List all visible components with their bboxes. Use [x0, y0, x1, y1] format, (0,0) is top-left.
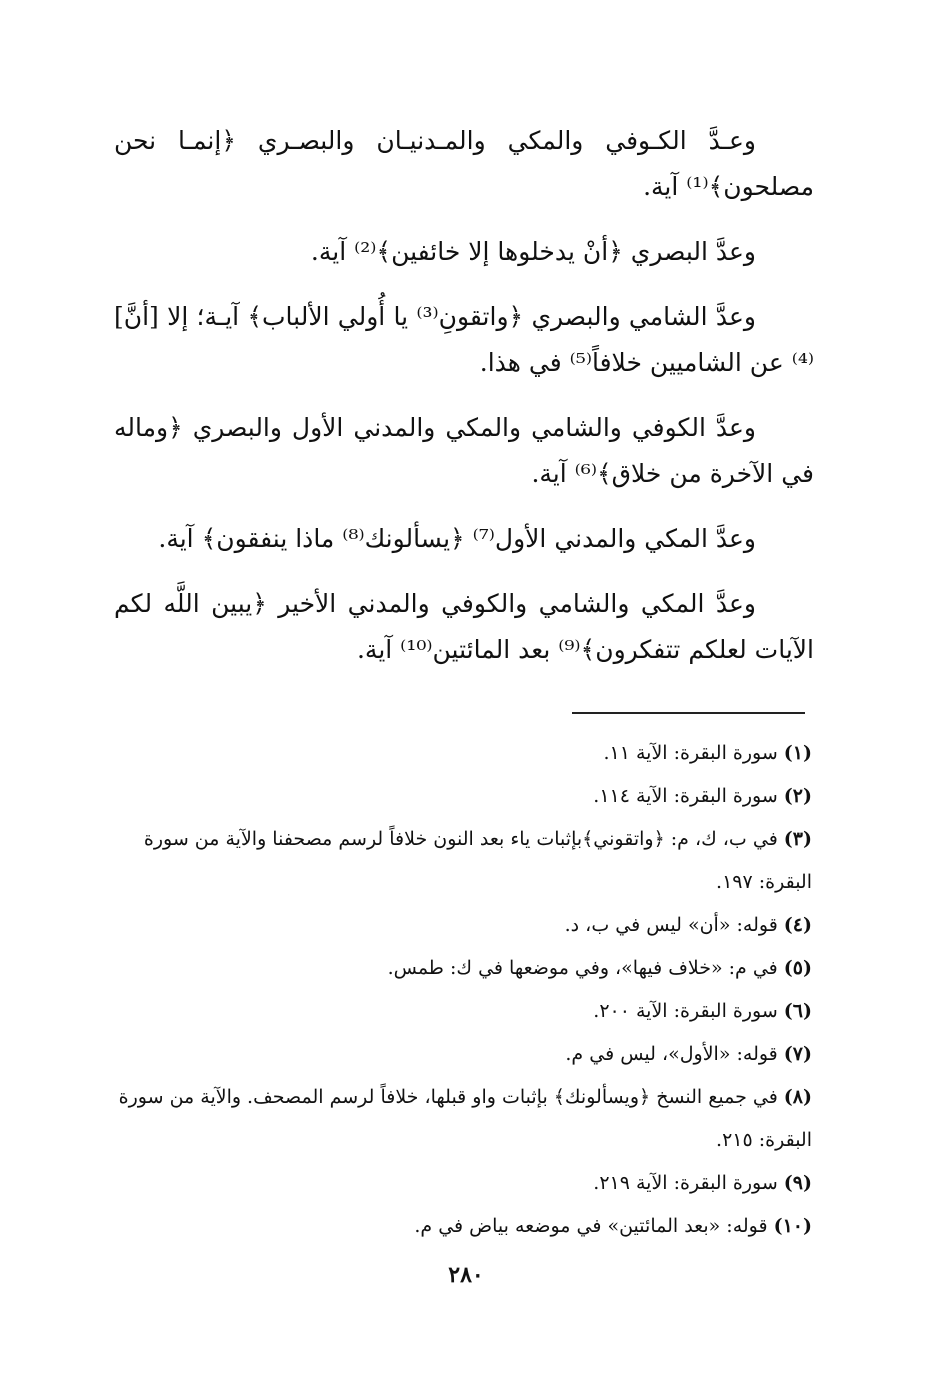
- footnote-text: في م: «خلاف فيها»، وفي موضعها في ك: طمس.: [387, 957, 778, 979]
- paragraph-3: وعدَّ الشامي والبصري ﴿واتقونِ⁽³⁾ يا أُولي الألباب﴾ آيـة؛ إلا [أنَّ]⁽⁴⁾ عن الشاميين خلافاً⁽⁵⁾ في هذا.: [114, 302, 814, 377]
- paragraph-6: وعدَّ المكي والشامي والكوفي والمدني الأخير ﴿يبين اللَّه لكم الآيات لعلكم تتفكرون﴾⁽⁹⁾ بعد المائتين⁽¹⁰⁾ آية.: [114, 589, 814, 664]
- footnote-text: قوله: «الأول»، ليس في م.: [565, 1043, 778, 1065]
- footnote-number: (٩): [783, 1172, 812, 1194]
- footnote-8: [112, 1076, 812, 1162]
- paragraph-5: وعدَّ المكي والمدني الأول⁽⁷⁾ ﴿يسألونك⁽⁸⁾ ماذا ينفقون﴾ آية.: [158, 524, 756, 553]
- footnote-text: سورة البقرة: الآية ٢٠٠.: [593, 1000, 778, 1022]
- footnote-text: في جميع النسخ ﴿ويسألونك﴾ بإثبات واو قبلها، خلافاً لرسم المصحف. والآية من سورة البقرة: ٢١٥.: [118, 1086, 812, 1151]
- page-number: ٢٨٠: [448, 1262, 484, 1288]
- footnote-1: [112, 732, 812, 775]
- footnote-text: سورة البقرة: الآية ١١٤.: [593, 785, 778, 807]
- paragraph-1: وعـدَّ الكـوفي والمكي والمـدنيـان والبصـري ﴿إنمـا نحن مصلحون﴾⁽¹⁾ آية.: [114, 126, 814, 201]
- footnote-number: (١): [783, 742, 812, 764]
- footnote-separator: [572, 712, 805, 714]
- paragraph-4: وعدَّ الكوفي والشامي والمكي والمدني الأول والبصري ﴿وماله في الآخرة من خلاق﴾⁽⁶⁾ آية.: [114, 413, 814, 488]
- footnotes: [112, 732, 812, 1248]
- footnote-number: (٨): [783, 1086, 812, 1108]
- footnote-number: (٧): [783, 1043, 812, 1065]
- footnote-5: [112, 947, 812, 990]
- paragraph-2: وعدَّ البصري ﴿أنْ يدخلوها إلا خائفين﴾⁽²⁾ آية.: [310, 237, 756, 266]
- footnote-number: (٦): [783, 1000, 812, 1022]
- footnote-text: قوله: «أن» ليس في ب، د.: [564, 914, 778, 936]
- footnote-9: [112, 1162, 812, 1205]
- footnote-6: [112, 990, 812, 1033]
- footnote-number: (١٠): [773, 1215, 812, 1237]
- footnote-number: (٢): [783, 785, 812, 807]
- footnote-7: [112, 1033, 812, 1076]
- footnote-4: [112, 904, 812, 947]
- footnote-3: [112, 818, 812, 904]
- footnote-2: [112, 775, 812, 818]
- footnote-number: (٤): [783, 914, 812, 936]
- footnote-number: (٣): [783, 828, 812, 850]
- footnote-text: في ب، ك، م: ﴿واتقوني﴾بإثبات ياء بعد النون خلافاً لرسم مصحفنا والآية من سورة البقرة: ١٩٧.: [143, 828, 812, 893]
- footnote-text: سورة البقرة: الآية ٢١٩.: [593, 1172, 778, 1194]
- footnote-10: [112, 1205, 812, 1248]
- footnote-text: قوله: «بعد المائتين» في موضعه بياض في م.: [414, 1215, 768, 1237]
- footnote-text: سورة البقرة: الآية ١١.: [603, 742, 778, 764]
- main-text: [114, 118, 814, 692]
- footnote-number: (٥): [783, 957, 812, 979]
